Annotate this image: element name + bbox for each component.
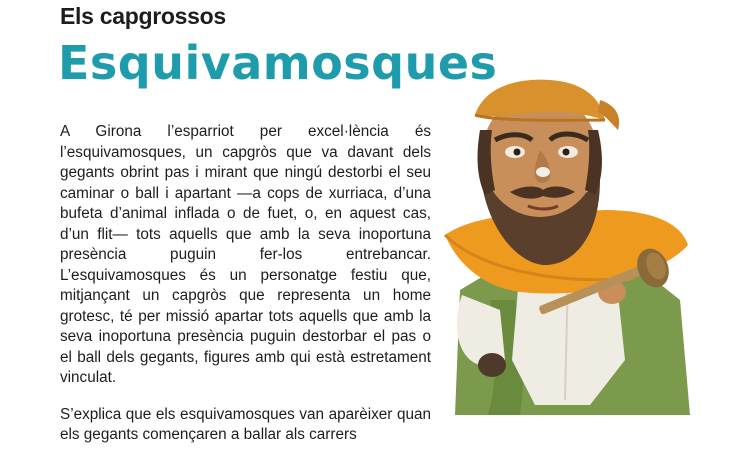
article-body (60, 122, 431, 462)
capgros-illustration (440, 60, 740, 415)
article-paragraph: A Girona l’esparriot per excel·lència és l’esquivamosques, un capgròs que va davant dels gegants obrint pas i mirant que ningú destorbi el seu caminar o ball i apartant —a cops de xurriaca, d’una bufeta d’animal inflada o de fuet, o, en aquest cas, d’un flit— tots aquells que amb la seva inoportuna presència puguin fer-los entrebancar. L’esquivamosques és un personatge festiu que, mitjançant un capgròs que representa un home grotesc, té per missió apartar tots aquells que amb la seva inoportuna presència puguin destorbar el pas o el ball dels gegants, figures amb qui està estretament vinculat. (60, 123, 431, 386)
article-paragraph: S’explica que els esquivamosques van aparèixer quan els gegants començaren a ballar als carrers (60, 405, 431, 443)
page-title: Esquivamosques (58, 36, 498, 90)
esquivamosques-figure-image (440, 60, 740, 415)
section-title: Els capgrossos (60, 3, 226, 29)
